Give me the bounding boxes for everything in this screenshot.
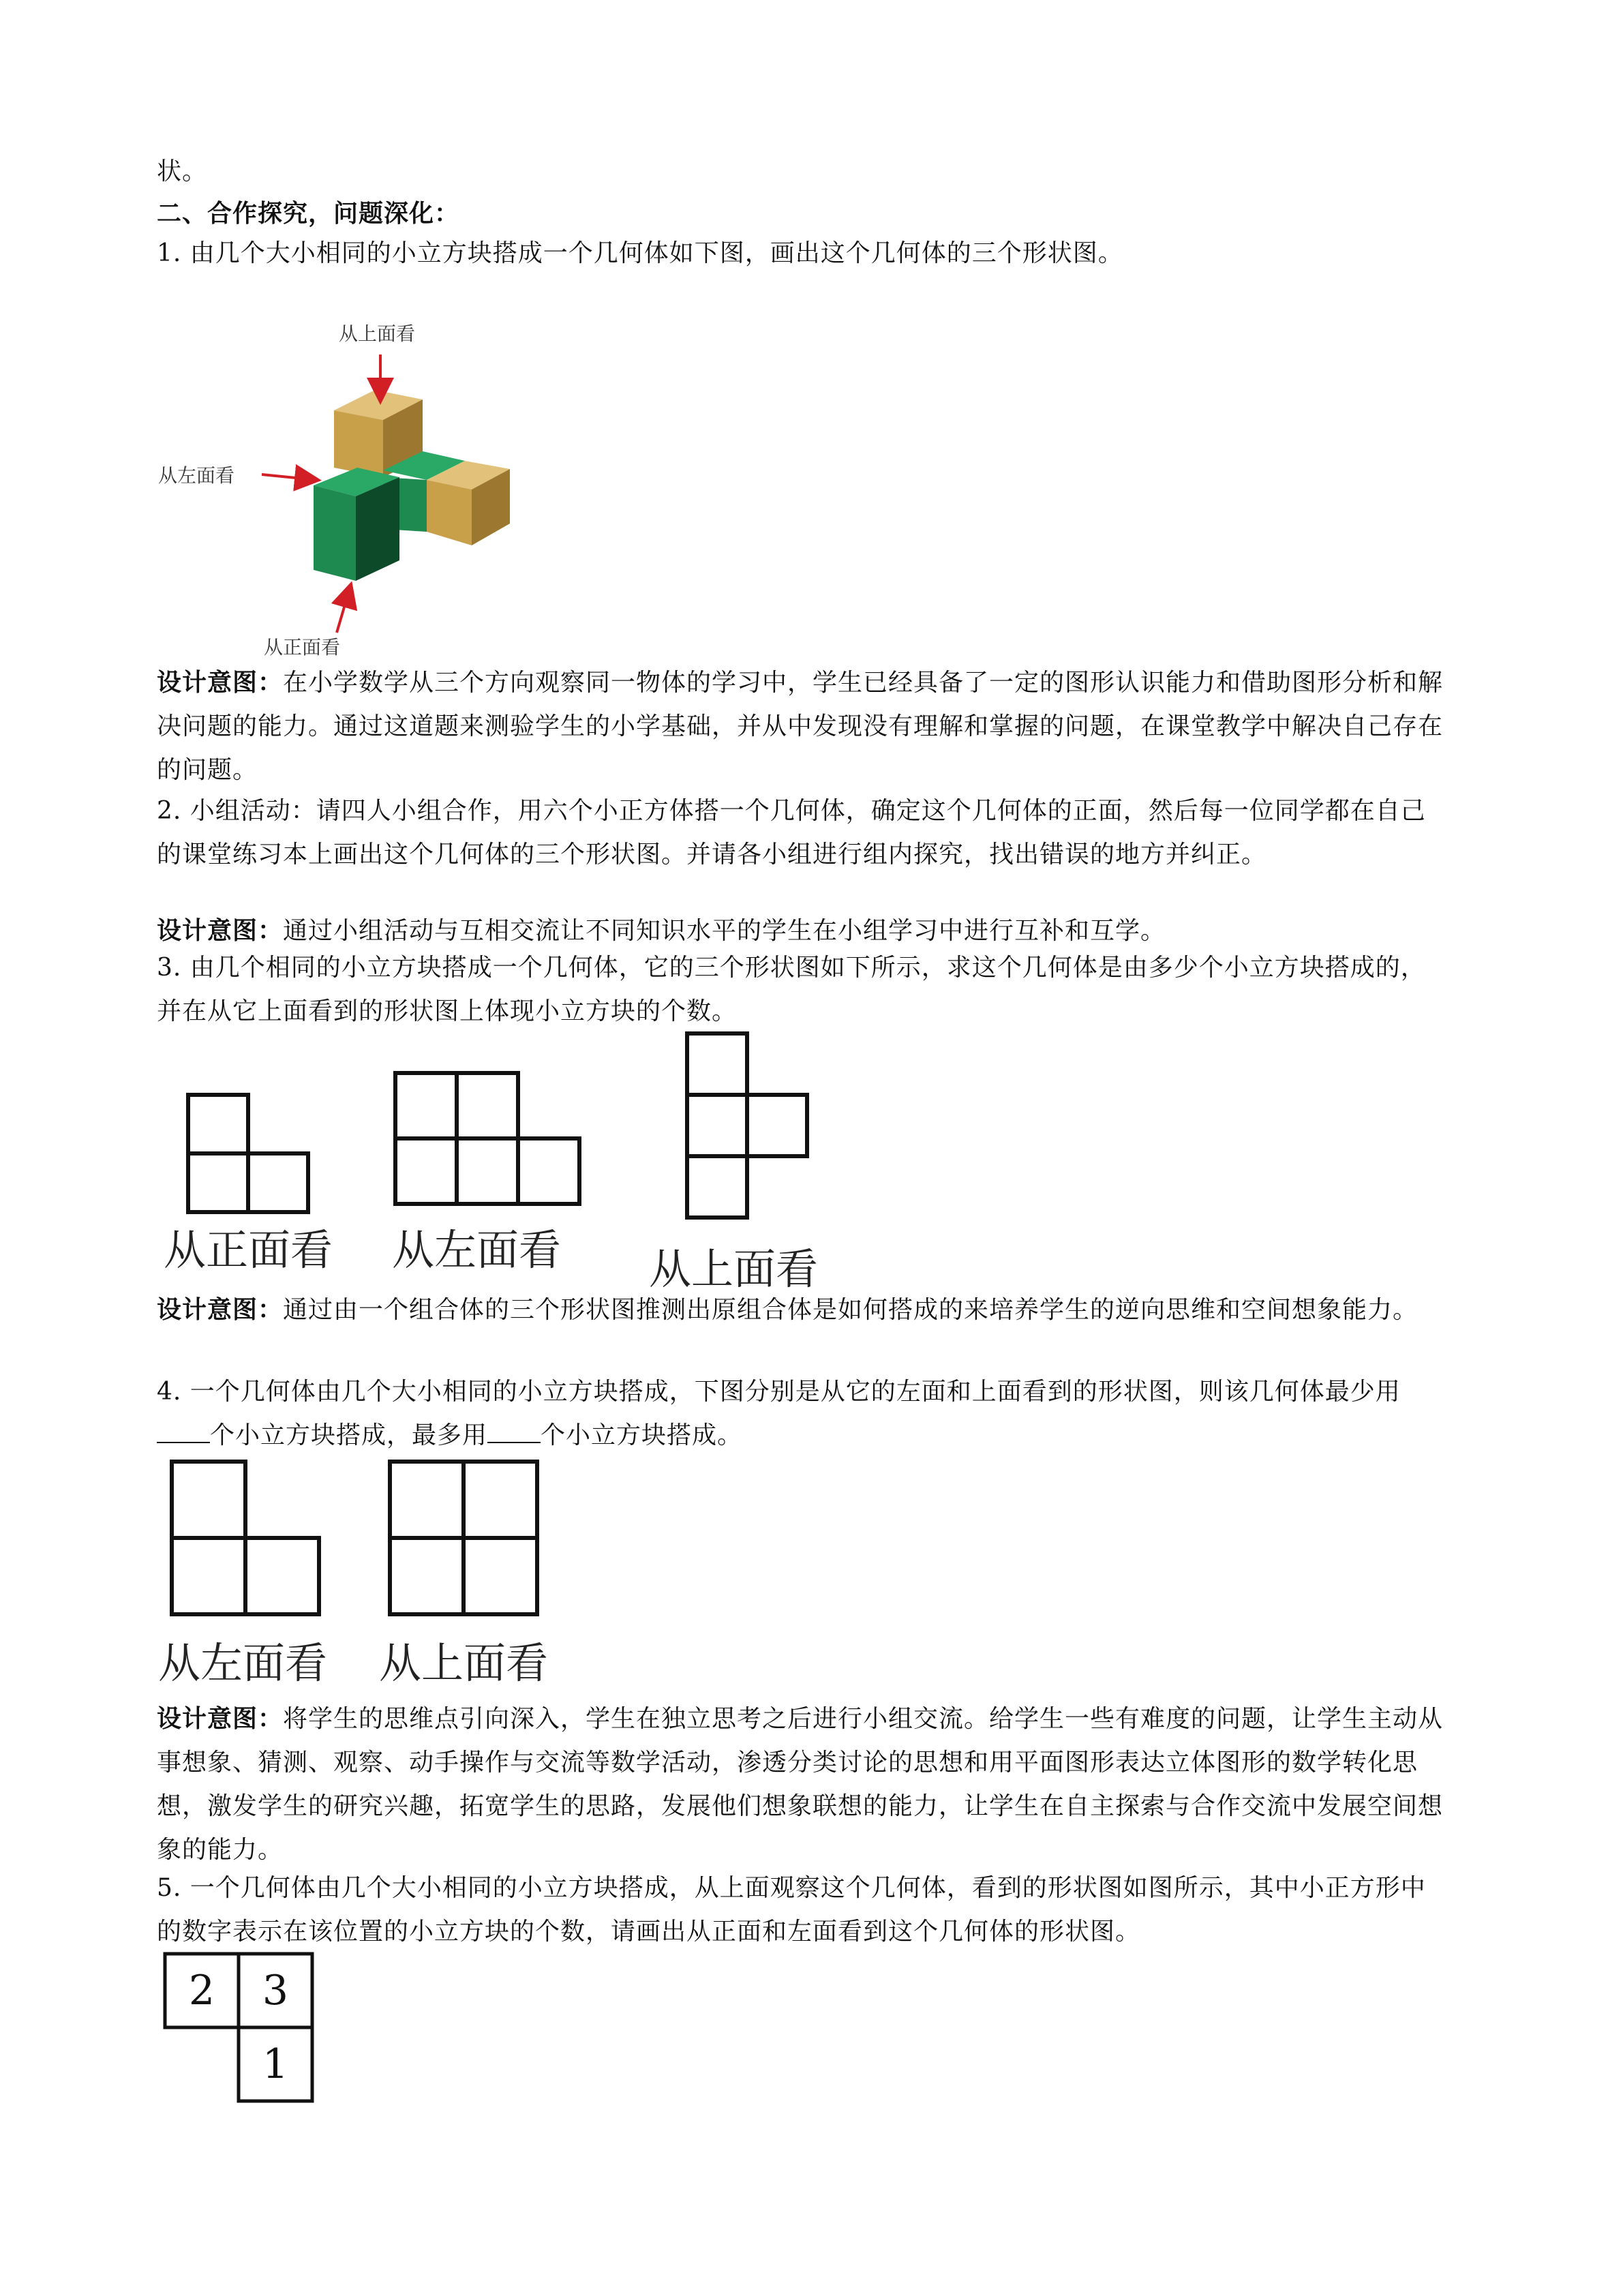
top-view-count-grid — [162, 1951, 319, 2108]
caption-left: 从左面看 — [158, 1638, 328, 1688]
design-label: 设计意图： — [157, 1296, 284, 1324]
question-2: 2. 小组活动：请四人小组合作，用六个小正方体搭一个几何体，确定这个几何体的正面，然后每一位同学都在自己的课堂练习本上画出这个几何体的三个形状图。并请各小组进行组内探究，找出错误的地方并纠正。 — [157, 797, 1426, 868]
design-intent-3 — [157, 1288, 1445, 1332]
continued-line: 状。 — [157, 157, 208, 185]
three-views-figure — [157, 1029, 879, 1294]
caption-top: 从上面看 — [649, 1244, 819, 1294]
count-cell: 2 — [188, 1967, 215, 2014]
design-text: 通过由一个组合体的三个形状图推测出原组合体是如何搭成的来培养学生的逆向思维和空间想象能力。 — [283, 1296, 1419, 1324]
caption-top: 从上面看 — [379, 1638, 549, 1688]
q4-text-1: 4. 一个几何体由几个大小相同的小立方块搭成，下图分别是从它的左面和上面看到的形状图，则该几何体最少用 — [157, 1378, 1401, 1406]
design-label: 设计意图： — [157, 669, 284, 697]
design-label: 设计意图： — [157, 1705, 284, 1733]
answer-blank-min[interactable] — [157, 1415, 210, 1443]
answer-blank-max[interactable] — [487, 1415, 541, 1443]
design-text: 将学生的思维点引向深入，学生在独立思考之后进行小组交流。给学生一些有难度的问题，让学生主动从事想象、猜测、观察、动手操作与交流等数学活动，渗透分类讨论的思想和用平面图形表达立体图形的数学转化思想，激发学生的研究兴趣，拓宽学生的思路，发展他们想象联想的能力，让学生在自主探索与合作交流中发展空间想象的能力。 — [157, 1705, 1444, 1864]
count-cell: 1 — [262, 2040, 289, 2088]
caption-front: 从正面看 — [164, 1225, 333, 1275]
design-intent-4 — [157, 1697, 1445, 1872]
design-text: 通过小组活动与互相交流让不同知识水平的学生在小组学习中进行互补和互学。 — [283, 917, 1166, 945]
label-left-view: 从左面看 — [158, 464, 235, 487]
caption-left: 从左面看 — [392, 1225, 562, 1275]
two-views-figure — [157, 1452, 579, 1688]
question-5: 5. 一个几何体由几个大小相同的小立方块搭成，从上面观察这个几何体，看到的形状图如图所示，其中小正方形中的数字表示在该位置的小立方块的个数，请画出从正面和左面看到这个几何体的形状图。 — [157, 1874, 1426, 1946]
label-top-view: 从上面看 — [339, 322, 416, 345]
design-text: 在小学数学从三个方向观察同一物体的学习中，学生已经具备了一定的图形认识能力和借助图形分析和解决问题的能力。通过这道题来测验学生的小学基础，并从中发现没有理解和掌握的问题，在课堂教学中解决自己存在的问题。 — [157, 669, 1444, 784]
design-intent-1 — [157, 661, 1445, 792]
section-heading: 二、合作探究，问题深化： — [157, 200, 460, 228]
question-1: 1. 由几个大小相同的小立方块搭成一个几何体如下图，画出这个几何体的三个形状图。 — [157, 239, 1123, 267]
cube-photo — [158, 307, 567, 661]
question-4 — [157, 1370, 1445, 1457]
design-label: 设计意图： — [157, 917, 284, 945]
label-front-view: 从正面看 — [264, 636, 341, 659]
count-cell: 3 — [262, 1967, 289, 2014]
q4-text-2: 个小立方块搭成，最多用 — [210, 1421, 488, 1449]
q4-text-3: 个小立方块搭成。 — [541, 1421, 743, 1449]
question-3: 3. 由几个相同的小立方块搭成一个几何体，它的三个形状图如下所示，求这个几何体是由多少个小立方块搭成的，并在从它上面看到的形状图上体现小立方块的个数。 — [157, 954, 1426, 1025]
